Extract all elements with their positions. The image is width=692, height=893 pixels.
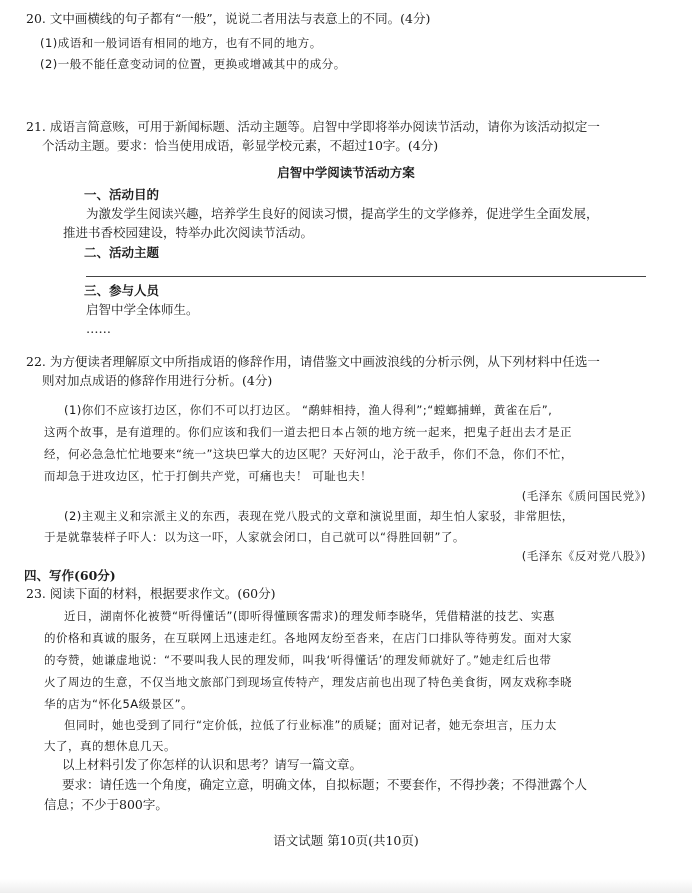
plan-heading-purpose: 一、活动目的 (84, 187, 160, 202)
section-writing-heading: 四、写作(60分) (24, 568, 116, 583)
plan-purpose-line2: 推进书香校园建设，特举办此次阅读节活动。 (63, 225, 314, 240)
q23-requirements-line2: 信息；不少于800字。 (44, 797, 168, 812)
page-bottom-edge (0, 879, 692, 893)
q20-stem: 20. 文中画横线的句子都有“一般”，说说二者用法与表意上的不同。(4分) (26, 11, 431, 26)
q23-prompt: 以上材料引发了你怎样的认识和思考？请写一篇文章。 (62, 757, 363, 772)
material2-line2: 于是就靠装样子吓人：以为这一吓，人家就会闭口，自己就可以“得胜回朝”了。 (44, 530, 465, 544)
q23-material-line5: 华的店为“怀化5A级景区”。 (44, 697, 194, 711)
q23-material-line7: 大了，真的想休息几天。 (44, 739, 176, 753)
q20-sentence-1: (1)成语和一般词语有相同的地方，也有不同的地方。 (40, 36, 322, 50)
plan-heading-theme: 二、活动主题 (84, 245, 160, 260)
material2-source: (毛泽东《反对党八股》) (521, 549, 646, 563)
material1-line2: 这两个故事，是有道理的。你们应该和我们一道去把日本占领的地方统一起来，把鬼子赶出去才是正 (44, 425, 572, 439)
q23-stem: 23. 阅读下面的材料，根据要求作文。(60分) (26, 586, 276, 601)
q23-material-line2: 的价格和真诚的服务，在互联网上迅速走红。各地网友纷至沓来，在店门口排队等待剪发。面对大家 (44, 631, 572, 645)
q22-stem-line2: 则对加点成语的修辞作用进行分析。(4分) (42, 373, 273, 388)
q20-sentence-2: (2)一般不能任意变动词的位置，更换或增减其中的成分。 (40, 57, 346, 71)
q23-material-line3: 的夸赞，她谦虚地说：“不要叫我人民的理发师，叫我‘听得懂话’的理发师就好了。”她走红后也带 (44, 653, 552, 667)
material1-line3: 经，何必急急忙忙地要来“统一”这块巴掌大的边区呢？天好河山，沦于敌手，你们不急，你们不忙， (44, 447, 573, 461)
plan-participants: 启智中学全体师生。 (86, 302, 199, 317)
q23-requirements-line1: 要求：请任选一个角度，确定立意，明确文体，自拟标题；不要套作，不得抄袭；不得泄露个人 (62, 777, 588, 792)
plan-ellipsis: …… (86, 321, 111, 336)
material1-line1: (1)你们不应该打边区，你们不可以打边区。 “鹬蚌相持，渔人得利”;“螳螂捕蝉，黄雀在后”, (64, 403, 553, 417)
material1-source: (毛泽东《质问国民党》) (521, 489, 646, 503)
page-footer: 语文试题 第10页(共10页) (273, 833, 419, 848)
q23-material-line4: 火了周边的生意，不仅当地文旅部门到现场宣传特产，理发店前也出现了特色美食街，网友戏称李晓 (44, 675, 572, 689)
material1-line4: 而却急于进攻边区，忙于打倒共产党，可痛也夫！ 可耻也夫！ (44, 469, 373, 483)
plan-title: 启智中学阅读节活动方案 (277, 165, 415, 180)
theme-answer-line (86, 276, 646, 277)
plan-heading-participants: 三、参与人员 (84, 283, 160, 298)
plan-purpose-line1: 为激发学生阅读兴趣，培养学生良好的阅读习惯，提高学生的文学修养，促进学生全面发展， (86, 206, 599, 221)
q21-stem-line2: 个活动主题。要求：恰当使用成语，彰显学校元素，不超过10字。(4分) (42, 138, 439, 153)
q21-stem-line1: 21. 成语言简意赅，可用于新闻标题、活动主题等。启智中学即将举办阅读节活动，请你为该活动拟定一 (26, 119, 600, 134)
q23-material-line6: 但同时，她也受到了同行“定价低，拉低了行业标准”的质疑；面对记者，她无奈坦言，压力太 (64, 718, 557, 732)
q23-material-line1: 近日，湖南怀化被赞“听得懂话”(即听得懂顾客需求)的理发师李晓华，凭借精湛的技艺、实惠 (64, 609, 555, 623)
material2-line1: (2)主观主义和宗派主义的东西，表现在党八股式的文章和演说里面，却生怕人家驳，非常胆怯， (64, 509, 574, 523)
q22-stem-line1: 22. 为方便读者理解原文中所指成语的修辞作用，请借鉴文中画波浪线的分析示例，从下列材料中任选一 (26, 354, 600, 369)
